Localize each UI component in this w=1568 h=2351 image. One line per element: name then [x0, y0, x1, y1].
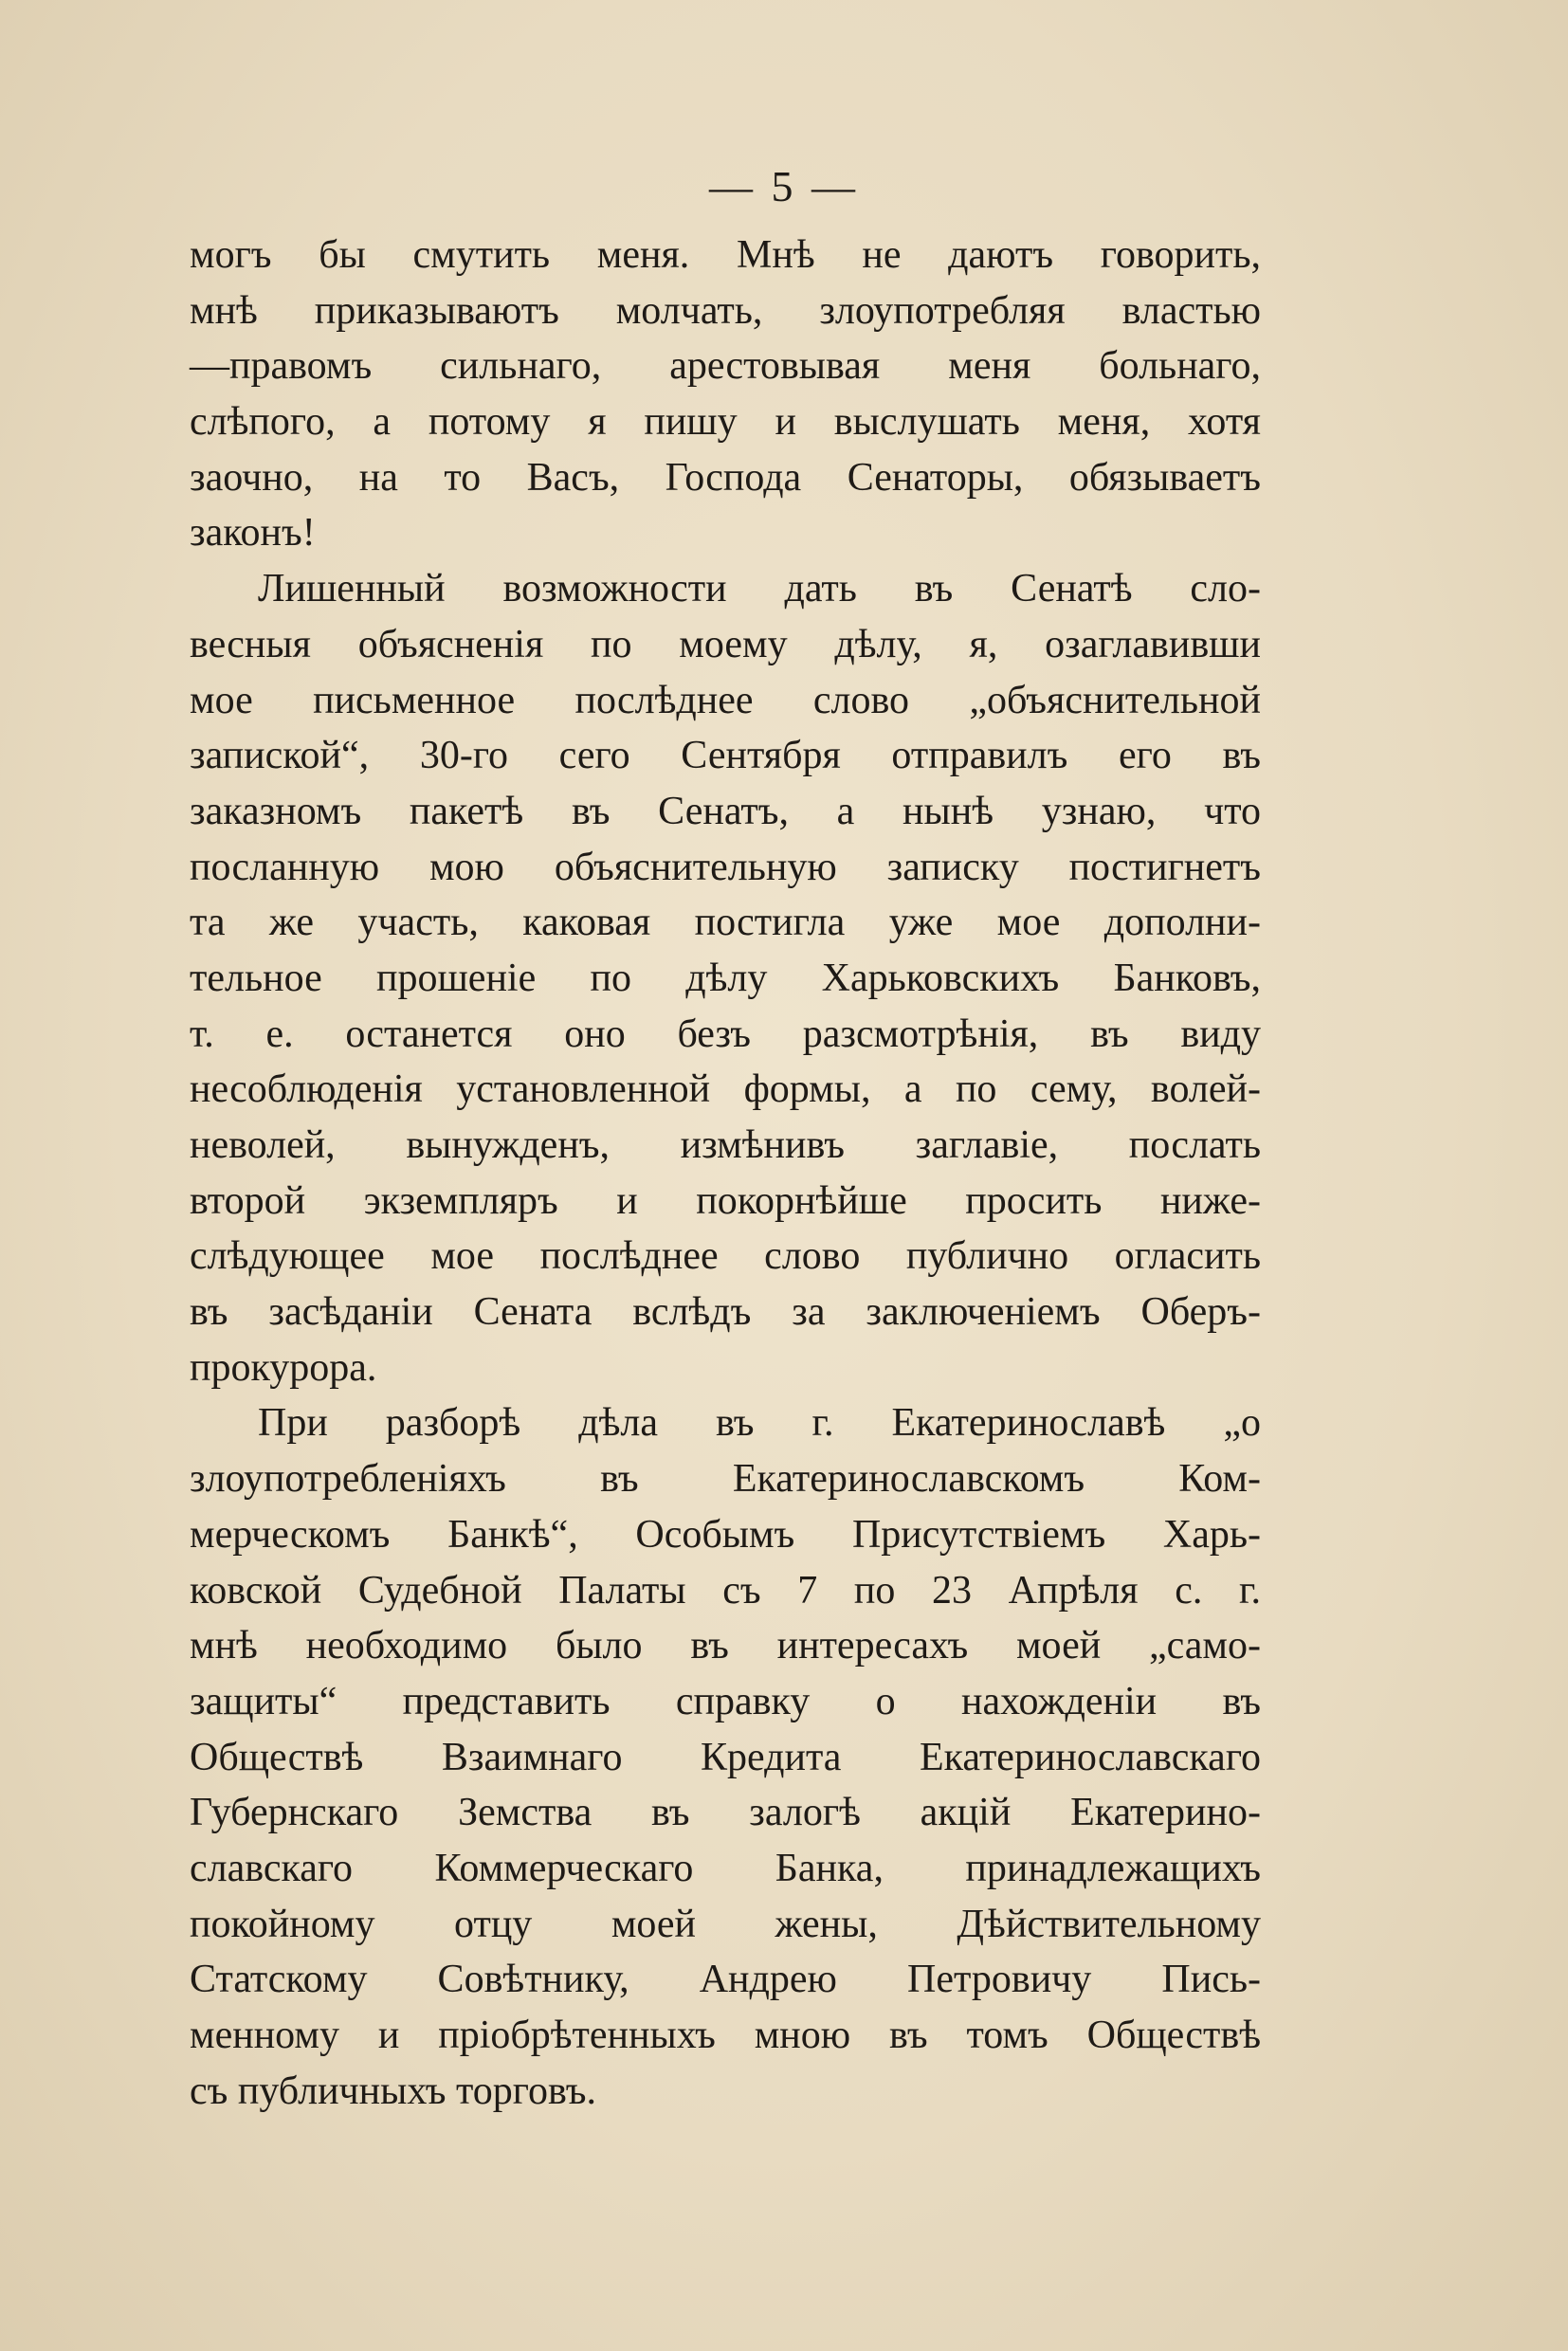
text-line: та же участь, каковая постигла уже мое дополни-	[190, 901, 1261, 945]
text-line: злоупотребленіяхъ въ Екатеринославскомъ Ком-	[190, 1457, 1261, 1502]
text-line: —правомъ сильнаго, арестовывая меня больнаго,	[190, 344, 1261, 389]
text-line: запиской“, 30-го сего Сентября отправилъ его въ	[190, 734, 1261, 778]
text-line: тельное прошеніе по дѣлу Харьковскихъ Банковъ,	[190, 956, 1261, 1000]
text-line: При разборѣ дѣла въ г. Екатеринославѣ „о	[258, 1401, 1261, 1446]
page-number: — 5 —	[709, 162, 859, 210]
text-line: Статскому Совѣтнику, Андрею Петровичу Пись-	[190, 1958, 1261, 2002]
text-line: съ публичныхъ торговъ.	[190, 2069, 596, 2113]
text-line: менному и пріобрѣтенныхъ мною въ томъ Обществѣ	[190, 2014, 1261, 2057]
text-line: славскаго Коммерческаго Банка, принадлежащихъ	[190, 1846, 1261, 1890]
text-line: Лишенный возможности дать въ Сенатѣ сло-	[258, 567, 1261, 611]
text-line: Обществѣ Взаимнаго Кредита Екатеринославскаго	[190, 1735, 1261, 1779]
text-line: покойному отцу моей жены, Дѣйствительному	[190, 1902, 1261, 1946]
text-line: защиты“ представить справку о нахожденіи въ	[190, 1679, 1261, 1723]
text-line: ковской Судебной Палаты съ 7 по 23 Апрѣля с. г.	[190, 1568, 1261, 1613]
text-line: несоблюденія установленной формы, а по сему, волей-	[190, 1067, 1261, 1112]
text-line: мое письменное послѣднее слово „объяснительной	[190, 678, 1261, 722]
text-line: слѣпого, а потому я пишу и выслушать меня, хотя	[190, 400, 1261, 445]
text-line: слѣдующее мое послѣднее слово публично огласить	[190, 1234, 1261, 1279]
text-line: заказномъ пакетѣ въ Сенатъ, а нынѣ узнаю, что	[190, 789, 1261, 833]
body-text	[190, 228, 1261, 2119]
text-line: въ засѣданіи Сената вслѣдъ за заключеніемъ Оберъ-	[190, 1290, 1261, 1335]
text-line: второй экземпляръ и покорнѣйше просить ниже-	[190, 1178, 1261, 1223]
text-line: могъ бы смутить меня. Мнѣ не даютъ говорить,	[190, 233, 1261, 277]
text-line: мнѣ приказываютъ молчать, злоупотребляя властью	[190, 288, 1261, 333]
text-line: неволей, вынужденъ, измѣнивъ заглавіе, послать	[190, 1123, 1261, 1167]
text-line: т. е. останется оно безъ разсмотрѣнія, въ виду	[190, 1011, 1261, 1056]
text-line: Губернскаго Земства въ залогѣ акцій Екатерино-	[190, 1791, 1261, 1835]
text-line: мерческомъ Банкѣ“, Особымъ Присутствіемъ Харь-	[190, 1512, 1261, 1557]
text-line: весныя объясненія по моему дѣлу, я, озаглавивши	[190, 622, 1261, 666]
text-line: заочно, на то Васъ, Господа Сенаторы, обязываетъ	[190, 455, 1261, 500]
text-line: посланную мою объяснительную записку постигнетъ	[190, 845, 1261, 889]
text-line: законъ!	[190, 511, 316, 556]
text-line: мнѣ необходимо было въ интересахъ моей „само-	[190, 1624, 1261, 1668]
text-line: прокурора.	[190, 1345, 377, 1390]
